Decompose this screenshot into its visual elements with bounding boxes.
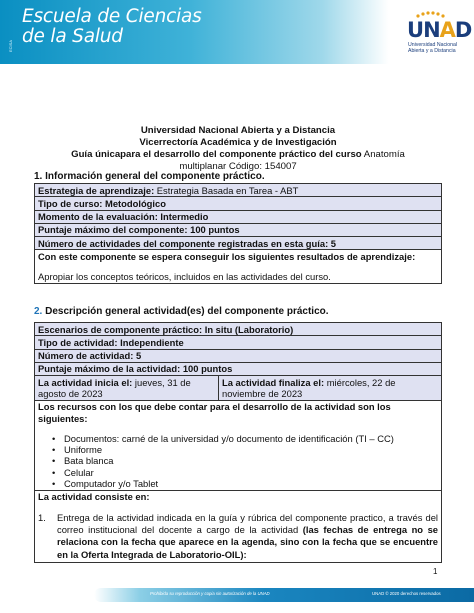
heading-line2: Vicerrectoría Académica y de Investigación bbox=[139, 137, 337, 148]
resultados-text: Apropiar los conceptos teóricos, incluidos en las actividades del curso. bbox=[38, 271, 331, 283]
consiste-row bbox=[35, 490, 442, 562]
unad-logo bbox=[406, 10, 472, 60]
step-item: 1. Entrega de la actividad indicada en la guía y rúbrica del componente practico, a través del correo institucional del docente a cargo de la actividad (las fechas de entrega no se relaciona con la fecha que aparece en la agenda, sino con la fecha que se encuentre en la Oferta Integrada de Laboratorio-OIL): bbox=[38, 511, 439, 560]
document-heading bbox=[34, 125, 442, 173]
tipo-curso-row: Tipo de curso: Metodológico bbox=[35, 197, 442, 210]
resultados-row bbox=[35, 250, 442, 284]
list-item: • Uniforme bbox=[52, 444, 438, 455]
recursos-row bbox=[35, 400, 442, 490]
consiste-title: La actividad consiste en: bbox=[38, 491, 150, 503]
resultados-title: Con este componente se espera conseguir los siguientes resultados de aprendizaje: bbox=[38, 250, 416, 262]
list-item: • Bata blanca bbox=[52, 455, 438, 466]
escenarios-row: Escenarios de componente práctico: In situ (Laboratorio) bbox=[35, 323, 442, 336]
school-title bbox=[22, 7, 202, 47]
side-label: ECISA bbox=[8, 39, 13, 52]
steps-list bbox=[38, 512, 438, 562]
footer bbox=[0, 580, 474, 613]
estrategia-row: Estrategia de aprendizaje: Estrategia Basada en Tarea - ABT bbox=[35, 184, 442, 197]
numero-actividades-row: Número de actividades del componente registradas en esta guía: 5 bbox=[35, 237, 442, 250]
list-item: • Celular bbox=[52, 467, 438, 478]
numero-actividad-row: Número de actividad: 5 bbox=[35, 349, 442, 362]
page-number: 1 bbox=[433, 567, 438, 576]
heading-line1: Universidad Nacional Abierta y a Distancia bbox=[140, 125, 336, 136]
heading-line3: Guía únicapara el desarrollo del componente práctico del curso Anatomía bbox=[71, 149, 405, 160]
school-title-line1: Escuela de Ciencias bbox=[22, 6, 202, 27]
fecha-inicio-cell: La actividad inicia el: jueves, 31 de agosto de 2023 bbox=[35, 376, 219, 401]
activity-table bbox=[34, 322, 442, 563]
recursos-title: Los recursos con los que debe contar para el desarrollo de la actividad son los siguientes: bbox=[38, 401, 391, 424]
list-item: • Documentos: carné de la universidad y/o documento de identificación (TI – CC) bbox=[52, 433, 438, 444]
fecha-fin-cell: La actividad finaliza el: miércoles, 22 de noviembre de 2023 bbox=[219, 376, 442, 401]
heading-line4: multiplanar Código: 154007 bbox=[179, 161, 297, 172]
section2-title: 2. Descripción general actividad(es) del componente práctico. bbox=[34, 306, 329, 317]
section1-title: 1. Información general del componente práctico. bbox=[34, 171, 265, 182]
list-item: • Computador y/o Tablet bbox=[52, 478, 438, 489]
puntaje-row: Puntaje máximo del componente: 100 puntos bbox=[35, 223, 442, 236]
logo-subtitle: Universidad Nacional Abierta y a Distancia bbox=[408, 42, 458, 54]
puntaje-actividad-row: Puntaje máximo de la actividad: 100 puntos bbox=[35, 362, 442, 375]
header-banner bbox=[0, 0, 474, 64]
general-info-table bbox=[34, 183, 442, 284]
recursos-list bbox=[52, 433, 438, 489]
footer-copyright-notice: Prohibida su reproducción y copia sin autorización de la UNAD bbox=[150, 591, 270, 596]
school-title-line2: de la Salud bbox=[22, 26, 123, 47]
momento-row: Momento de la evaluación: Intermedio bbox=[35, 210, 442, 223]
tipo-actividad-row: Tipo de actividad: Independiente bbox=[35, 336, 442, 349]
footer-rights: UNAD © 2020 derechos reservados bbox=[372, 591, 441, 596]
logo-wordmark: UNAD bbox=[407, 18, 472, 42]
